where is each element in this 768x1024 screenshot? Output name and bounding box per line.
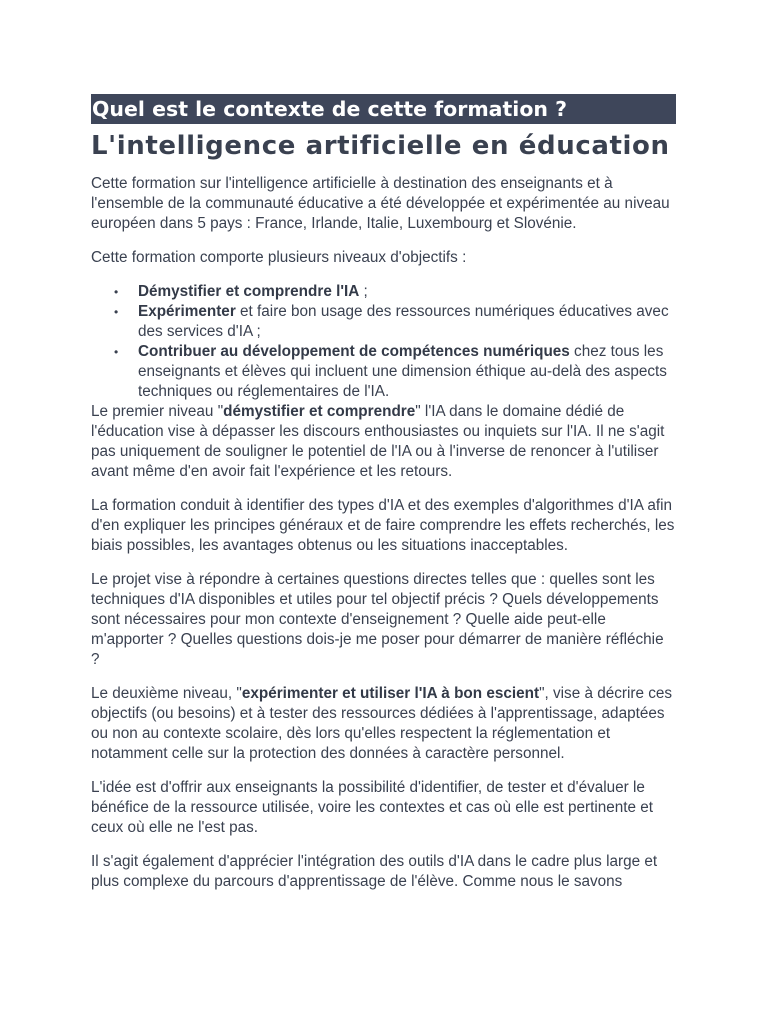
level2-bold: expérimenter et utiliser l'IA à bon escient <box>241 685 540 702</box>
objective-bold: Contribuer au développement de compétences numériques <box>138 343 570 360</box>
bullet-icon: • <box>114 305 119 319</box>
project-paragraph: Le projet vise à répondre à certaines questions directes telles que : quelles sont les techniques d'IA disponibles et utiles pour tel objectif précis ? Quels développements sont nécessaires pour mon contexte d'enseignement ? Quelle aide peut-elle m'apporter ? Quelles questions dois-je me poser pour démarrer de manière réfléchie ? <box>91 571 664 668</box>
intro-paragraph: Cette formation sur l'intelligence artificielle à destination des enseignants et à l'ensemble de la communauté éducative a été développée et expérimentée au niveau européen dans 5 pays : France, Irlande, Italie, Luxembourg et Slovénie. <box>91 175 670 232</box>
list-item <box>91 302 676 342</box>
level2-paragraph <box>91 684 676 764</box>
objective-text: et faire bon usage des ressources numériques éducatives avec des services d'IA ; <box>138 303 669 340</box>
objective-text: chez tous les enseignants et élèves qui incluent une dimension éthique au-delà des aspects techniques ou réglementaires de l'IA. <box>138 343 667 400</box>
level2-after: ", vise à décrire ces objectifs (ou besoins) et à tester des ressources dédiées à l'apprentissage, adaptées ou non au contexte scolaire, dès lors qu'elles respectent la réglementation et notamment celle sur la protection des données à caractère personnel. <box>91 685 673 762</box>
level2-before: Le deuxième niveau, " <box>91 685 242 702</box>
level1-before: Le premier niveau " <box>91 403 224 420</box>
level1-paragraph <box>91 402 676 482</box>
section-banner: Quel est le contexte de cette formation ? <box>91 94 676 124</box>
page-title: L'intelligence artificielle en éducation <box>91 131 670 161</box>
training-paragraph: La formation conduit à identifier des types d'IA et des exemples d'algorithmes d'IA afin d'en expliquer les principes généraux et de faire comprendre les effets recherchés, les biais possibles, les avantages obtenus ou les situations inacceptables. <box>91 497 675 554</box>
level1-after: " l'IA dans le domaine dédié de l'éducation vise à dépasser les discours enthousiastes ou inquiets sur l'IA. Il ne s'agit pas uniquement de souligner le potentiel de l'IA ou à l'inverse de renoncer à l'utiliser avant même d'en avoir fait l'expérience et les retours. <box>91 403 665 480</box>
list-item <box>91 282 676 302</box>
bullet-icon: • <box>114 285 119 299</box>
objective-bold: Expérimenter <box>138 303 236 320</box>
document-content <box>91 94 676 892</box>
idea-paragraph: L'idée est d'offrir aux enseignants la possibilité d'identifier, de tester et d'évaluer le bénéfice de la ressource utilisée, voire les contextes et cas où elle est pertinente et ceux où elle ne l'est pas. <box>91 779 654 836</box>
objectives-lead: Cette formation comporte plusieurs niveaux d'objectifs : <box>91 249 467 266</box>
integration-paragraph: Il s'agit également d'apprécier l'intégration des outils d'IA dans le cadre plus large et plus complexe du parcours d'apprentissage de l'élève. Comme nous le savons <box>91 853 658 890</box>
bullet-icon: • <box>114 345 119 359</box>
objective-bold: Démystifier et comprendre l'IA <box>138 283 360 300</box>
list-item <box>91 342 676 402</box>
objective-text: ; <box>359 283 368 300</box>
level1-bold: démystifier et comprendre <box>223 403 416 420</box>
objectives-list <box>91 282 676 402</box>
